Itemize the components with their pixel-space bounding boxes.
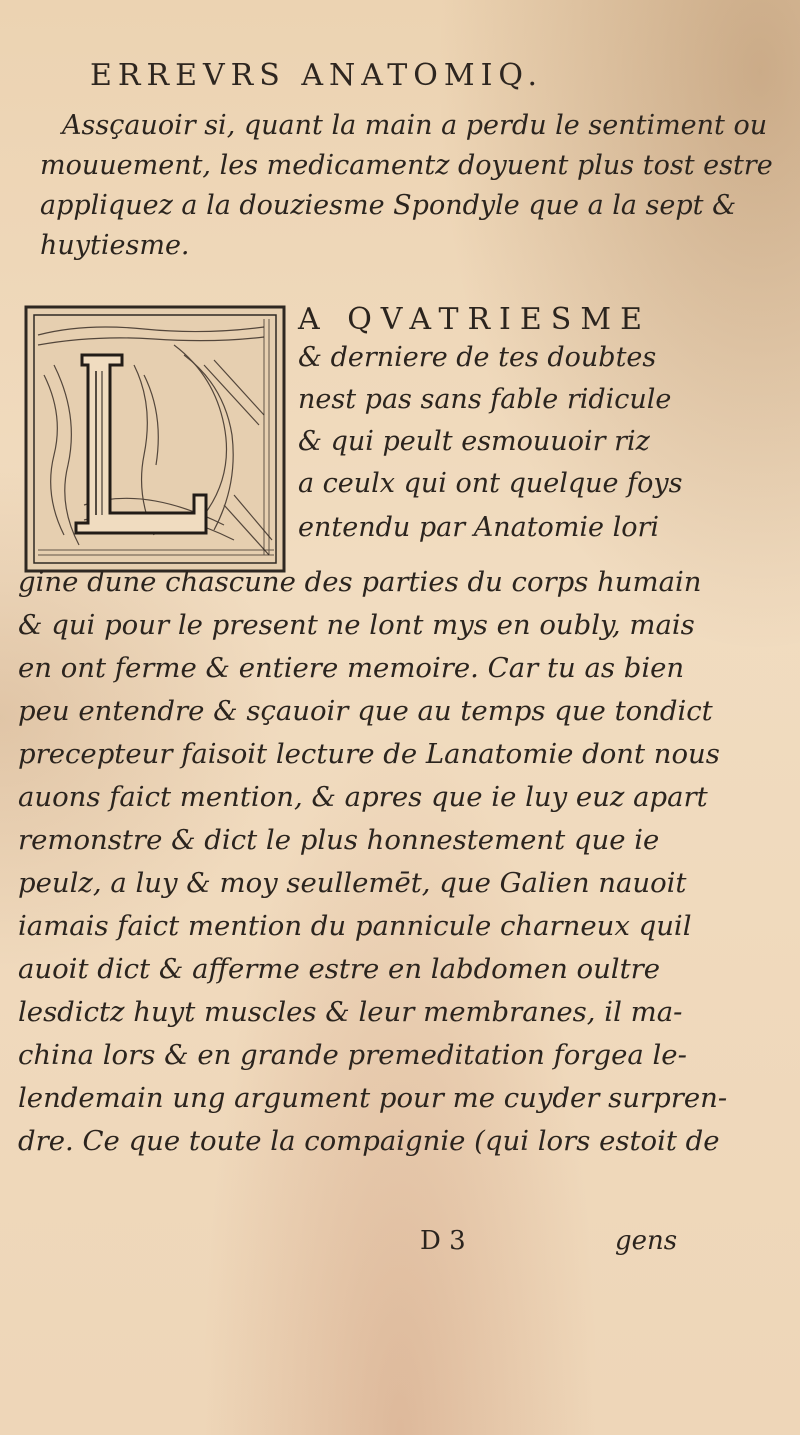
text-line: gine dune chascune des parties du corps humain <box>18 566 702 598</box>
text-line: & qui pour le present ne lont mys en oubly, mais <box>18 609 695 641</box>
signature-mark: D 3 <box>420 1226 466 1256</box>
text-line: & derniere de tes doubtes <box>298 342 657 373</box>
text-line: peu entendre & sçauoir que au temps que tondict <box>18 695 713 727</box>
text-line: en ont ferme & entiere memoire. Car tu as bien <box>18 652 685 684</box>
running-head: ERREVRS ANATOMIQ. <box>90 58 544 93</box>
text-line: nest pas sans fable ridicule <box>298 384 672 415</box>
text-line: precepteur faisoit lecture de Lanatomie dont nous <box>18 738 720 770</box>
text-line: auons faict mention, & apres que ie luy euz apart <box>18 781 708 813</box>
text-line: auoit dict & afferme estre en labdomen oultre <box>18 953 661 985</box>
text-line: dre. Ce que toute la compaignie (qui lors estoit de <box>18 1125 720 1157</box>
text-line: lendemain ung argument pour me cuyder surpren- <box>18 1082 728 1114</box>
section-opening-caption: A QVATRIESME <box>298 302 651 337</box>
text-line: lesdictz huyt muscles & leur membranes, il ma- <box>18 996 683 1028</box>
text-line: iamais faict mention du pannicule charneux quil <box>18 910 692 942</box>
intro-line: mouuement, les medicamentz doyuent plus tost estre <box>40 150 773 181</box>
text-line: peulz, a luy & moy seullemēt, que Galien nauoit <box>18 867 687 899</box>
text-line: & qui peult esmouuoir riz <box>298 426 650 457</box>
intro-line: appliquez a la douziesme Spondyle que a la sept & <box>40 190 737 221</box>
decorated-initial-l <box>24 305 286 573</box>
text-line: remonstre & dict le plus honnestement que ie <box>18 824 660 856</box>
intro-line: Assçauoir si, quant la main a perdu le sentiment ou <box>62 110 768 141</box>
intro-line: huytiesme. <box>40 230 190 261</box>
catchword: gens <box>615 1226 678 1256</box>
text-line: entendu par Anatomie lori <box>298 512 660 543</box>
text-line: china lors & en grande premeditation forgea le- <box>18 1039 687 1071</box>
text-line: a ceulx qui ont quelque foys <box>298 468 683 499</box>
